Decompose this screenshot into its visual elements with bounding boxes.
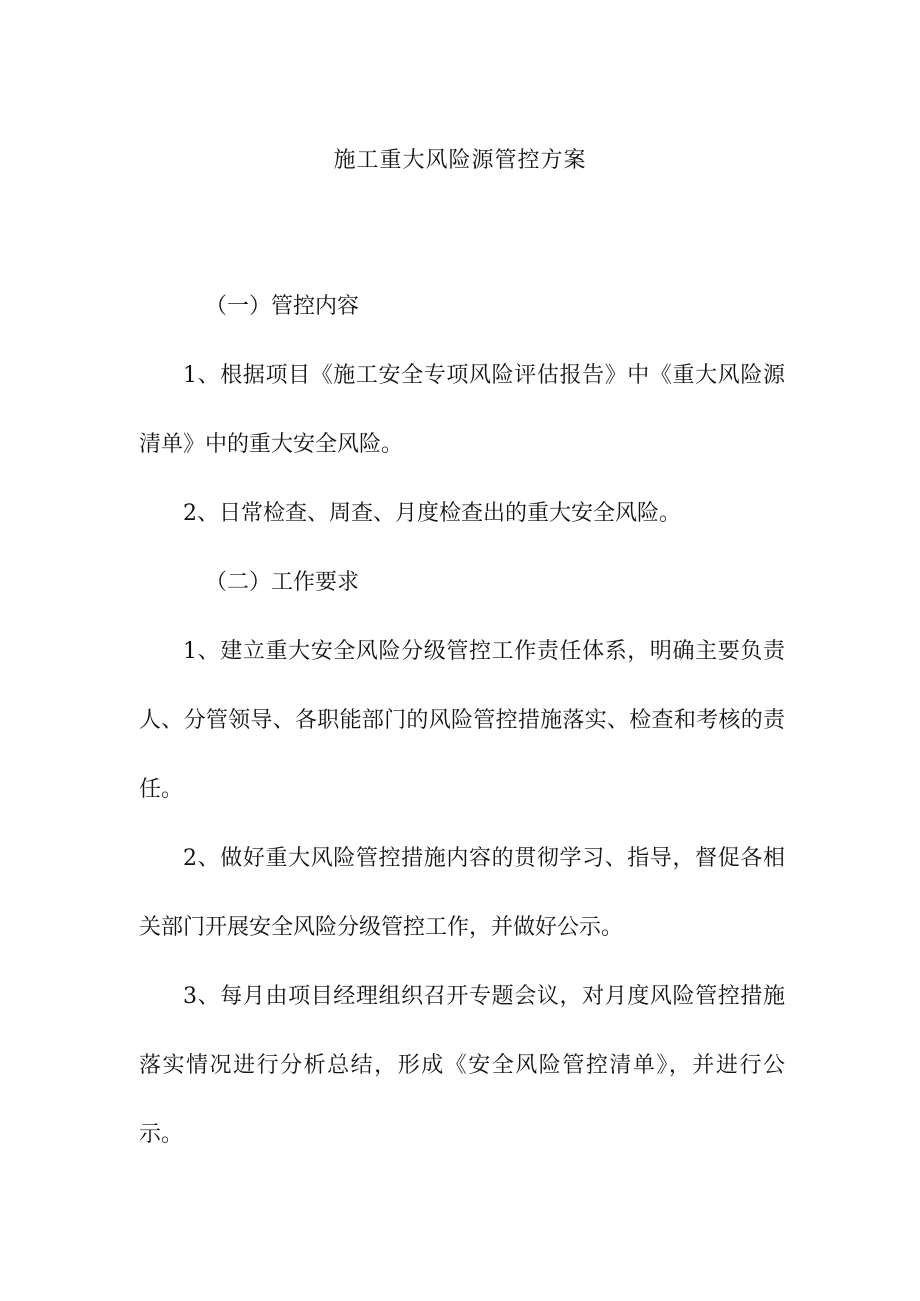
paragraph: 3、每月由项目经理组织召开专题会议，对月度风险管控措施落实情况进行分析总结，形成《安全风险管控清单》，并进行公示。: [139, 984, 785, 1147]
paragraph: 1、根据项目《施工安全专项风险评估报告》中《重大风险源清单》中的重大安全风险。: [139, 363, 785, 457]
section-heading-1: （一）管控内容: [205, 294, 360, 319]
document-title: 施工重大风险源管控方案: [333, 148, 587, 173]
document-body: [139, 272, 785, 1169]
paragraph: 2、做好重大风险管控措施内容的贯彻学习、指导，督促各相关部门开展安全风险分级管控工作，并做好公示。: [139, 846, 785, 940]
paragraph: 2、日常检查、周查、月度检查出的重大安全风险。: [183, 501, 681, 526]
paragraph: 1、建立重大安全风险分级管控工作责任体系，明确主要负责人、分管领导、各职能部门的风险管控措施落实、检查和考核的责任。: [139, 639, 785, 802]
section-heading-2: （二）工作要求: [205, 570, 360, 595]
